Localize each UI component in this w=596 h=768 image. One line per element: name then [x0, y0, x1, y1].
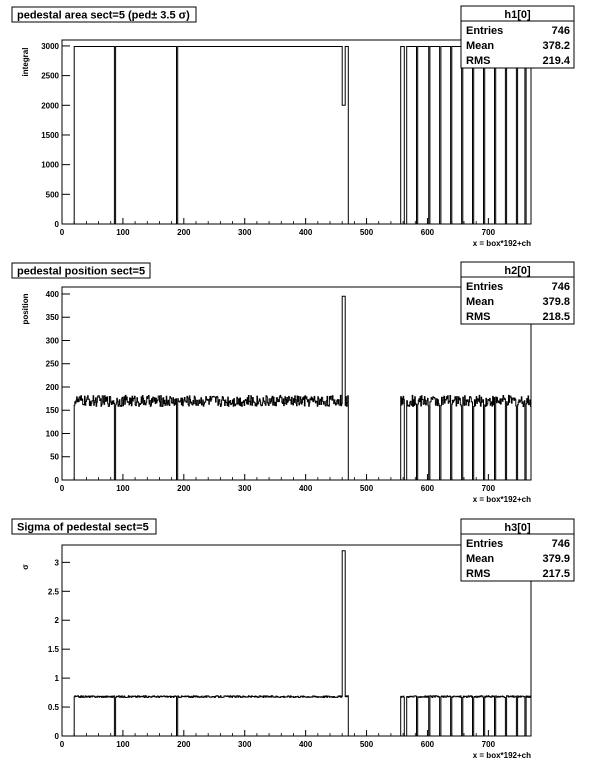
y-tick-label: 0: [54, 476, 59, 485]
stats-label-mean: Mean: [466, 40, 495, 52]
x-tick-label: 100: [116, 740, 130, 749]
stats-label-entries: Entries: [466, 25, 504, 37]
y-tick-label: 200: [45, 382, 59, 392]
x-tick-label: 100: [116, 484, 130, 493]
stats-value-entries: 746: [551, 281, 570, 293]
y-tick-label: 0: [54, 220, 59, 229]
chart-panel-3: [12, 519, 574, 760]
x-axis-label: x = box*192+ch: [472, 495, 531, 504]
y-axis-label: σ: [21, 564, 30, 570]
y-axis-label: integral: [21, 47, 30, 77]
x-tick-label: 200: [177, 484, 191, 493]
chart-panel-2: [12, 262, 574, 504]
y-tick-label: 1000: [41, 160, 59, 170]
x-tick-label: 500: [359, 484, 374, 493]
x-axis-label: x = box*192+ch: [472, 751, 531, 760]
y-tick-label: 1: [54, 674, 59, 684]
stats-label-rms: RMS: [466, 311, 491, 323]
x-tick-label: 400: [298, 484, 313, 493]
x-tick-label: 0: [59, 484, 65, 493]
stats-label-entries: Entries: [466, 281, 504, 293]
x-tick-label: 500: [359, 228, 374, 237]
x-tick-label: 300: [238, 228, 252, 237]
x-tick-label: 700: [481, 740, 496, 749]
chart-title: Sigma of pedestal sect=5: [17, 521, 149, 534]
x-tick-label: 700: [481, 484, 496, 493]
stats-label-mean: Mean: [466, 553, 495, 565]
x-tick-label: 500: [359, 740, 374, 749]
x-tick-label: 300: [238, 484, 252, 493]
x-tick-label: 100: [116, 228, 130, 237]
stats-name: h3[0]: [504, 522, 531, 534]
x-tick-label: 700: [481, 228, 496, 237]
y-tick-label: 1500: [41, 130, 59, 140]
y-tick-label: 300: [45, 336, 59, 346]
y-tick-label: 2000: [41, 101, 59, 111]
y-tick-label: 50: [50, 452, 59, 462]
stats-name: h2[0]: [504, 265, 531, 277]
x-axis-label: x = box*192+ch: [472, 239, 531, 248]
stats-label-mean: Mean: [466, 296, 495, 308]
y-tick-label: 400: [45, 289, 59, 299]
stats-label-rms: RMS: [466, 55, 491, 67]
y-tick-label: 2: [54, 616, 59, 626]
x-tick-label: 400: [298, 228, 313, 237]
y-tick-label: 1.5: [47, 645, 59, 655]
y-tick-label: 0.5: [47, 703, 59, 713]
chart-title: pedestal area sect=5 (ped± 3.5 σ): [17, 9, 190, 22]
stats-name: h1[0]: [504, 9, 531, 21]
x-tick-label: 600: [420, 740, 435, 749]
y-tick-label: 100: [45, 429, 59, 439]
x-tick-label: 200: [177, 740, 191, 749]
stats-value-mean: 379.9: [542, 553, 570, 565]
stats-value-rms: 217.5: [542, 568, 570, 580]
x-tick-label: 600: [420, 228, 435, 237]
x-tick-label: 0: [59, 228, 65, 237]
stats-value-rms: 218.5: [542, 311, 570, 323]
stats-label-rms: RMS: [466, 568, 491, 580]
x-tick-label: 300: [238, 740, 252, 749]
stats-value-entries: 746: [551, 538, 570, 550]
stats-value-rms: 219.4: [542, 55, 570, 67]
y-tick-label: 2.5: [47, 587, 59, 597]
stats-label-entries: Entries: [466, 538, 504, 550]
y-tick-label: 2500: [41, 71, 59, 81]
x-tick-label: 0: [59, 740, 65, 749]
stats-value-mean: 378.2: [542, 40, 570, 52]
y-tick-label: 0: [54, 732, 59, 741]
histogram-line: [62, 47, 531, 225]
y-tick-label: 350: [45, 313, 59, 323]
x-tick-label: 600: [420, 484, 435, 493]
y-tick-label: 3000: [41, 41, 59, 51]
chart-title: pedestal position sect=5: [17, 265, 146, 278]
y-tick-label: 250: [45, 359, 59, 369]
y-tick-label: 3: [54, 558, 59, 568]
x-tick-label: 200: [177, 228, 191, 237]
y-tick-label: 150: [45, 406, 59, 416]
stats-value-mean: 379.8: [542, 296, 570, 308]
y-tick-label: 500: [45, 190, 59, 200]
x-tick-label: 400: [298, 740, 313, 749]
y-axis-label: position: [21, 293, 30, 325]
stats-value-entries: 746: [551, 25, 570, 37]
chart-panel-1: [12, 6, 574, 248]
